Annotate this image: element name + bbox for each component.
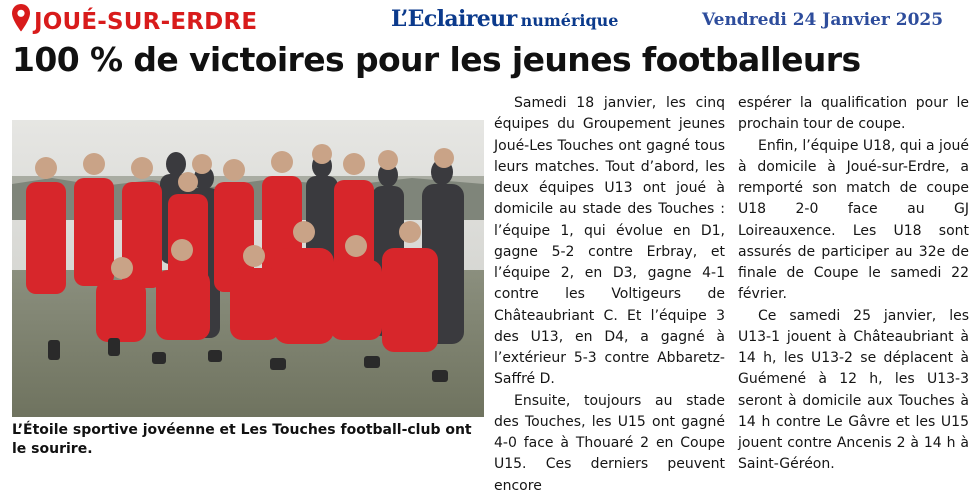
photo-caption: L’Étoile sportive jovéenne et Les Touches football-club ont le sourire. — [12, 422, 472, 457]
article-paragraph: Samedi 18 janvier, les cinq équipes du Groupement jeunes Joué-Les Touches ont gagné tous leurs matches. Tout d’abord, les deux équipes U13 ont joué à domicile au stade des Touches : l’équipe 1, qui évolue en D1, gagne 5-2 contre Erbray, et l’équipe 2, en D3, gagne 4-1 contre les Voltigeurs de Châteaubriant C. Et l’équipe 3 des U13, en D4, a gagné à l’extérieur 5-3 contre Abbaretz-Saffré D. — [494, 95, 725, 388]
team-photo — [12, 120, 484, 417]
team-photo-image — [12, 120, 484, 417]
location-pin-icon — [10, 3, 32, 33]
article-column-2 — [738, 93, 969, 476]
publication-date: Vendredi 24 Janvier 2025 — [702, 10, 944, 30]
location-label: JOUÉ-SUR-ERDRE — [34, 9, 258, 35]
article-paragraph: Enfin, l’équipe U18, qui a joué à domicile à Joué-sur-Erdre, a remporté son match de coupe U18 2-0 face au GJ Loireauxence. Les U18 sont assurés de participer au 32e de finale de Coupe le samedi 22 février. — [738, 137, 969, 303]
newspaper-name: L’Eclaireur — [391, 6, 517, 32]
headline: 100 % de victoires pour les jeunes footballeurs — [12, 40, 861, 79]
newspaper-logo — [391, 6, 618, 32]
article-paragraph-continued: espérer la qualification pour le prochain tour de coupe. — [738, 95, 969, 133]
article-paragraph: Ce samedi 25 janvier, les U13-1 jouent à Châteaubriant à 14 h, les U13-2 se déplacent à Guémené à 12 h, les U13-3 seront à domicile aux Touches à 14 h contre Le Gâvre et les U15 jouent contre Ancenis 2 à 14 h à Saint-Géréon. — [738, 307, 969, 473]
newspaper-edition: numérique — [520, 11, 619, 30]
article-column-1 — [494, 93, 725, 497]
article-paragraph: Ensuite, toujours au stade des Touches, les U15 ont gagné 4-0 face à Thouaré 2 en Coupe U15. Ces derniers peuvent encore — [494, 392, 725, 494]
